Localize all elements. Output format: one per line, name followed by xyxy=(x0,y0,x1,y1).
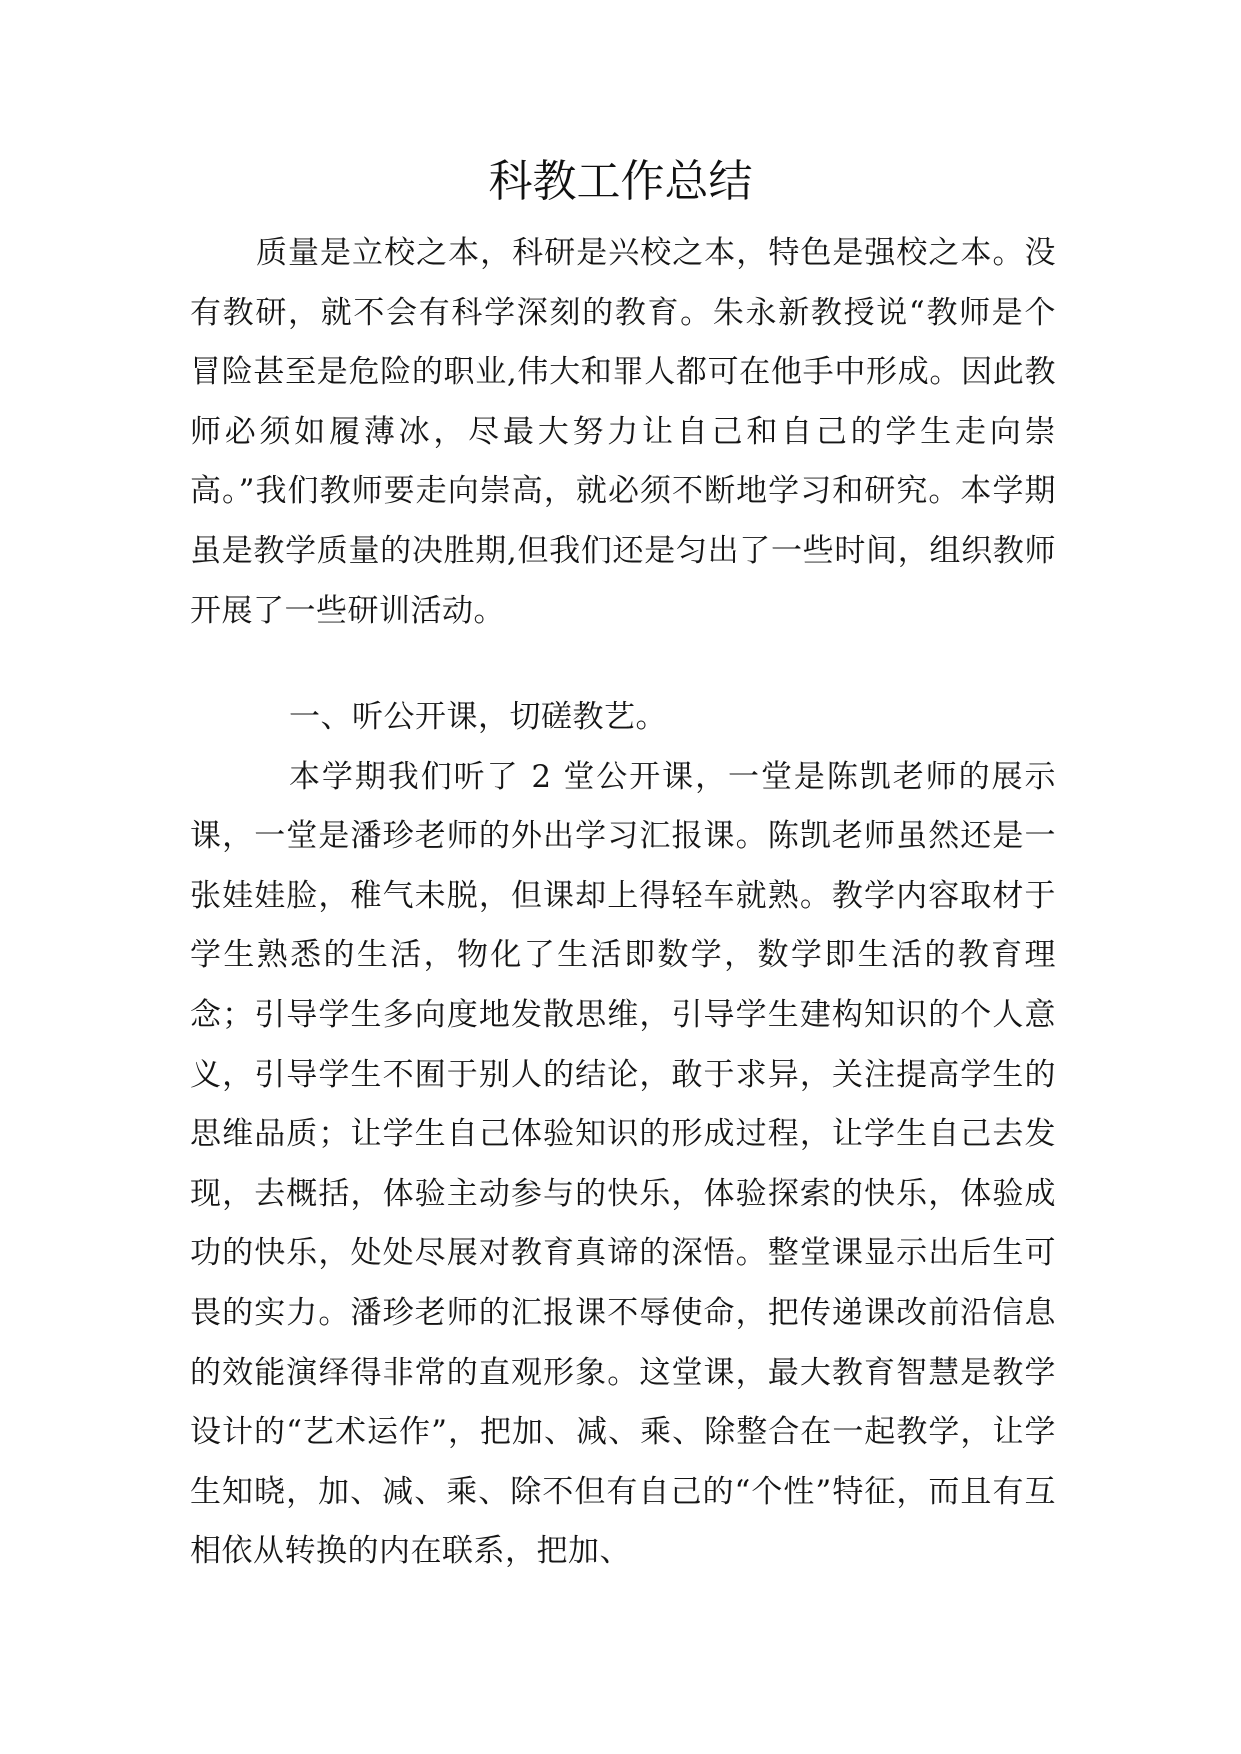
intro-paragraph: 质量是立校之本，科研是兴校之本，特色是强校之本。没有教研，就不会有科学深刻的教育。朱永新教授说“教师是个冒险甚至是危险的职业,伟大和罪人都可在他手中形成。因此教师必须如履薄冰，尽最大努力让自己和自己的学生走向崇高。”我们教师要走向崇高，就必须不断地学习和研究。本学期虽是教学质量的决胜期,但我们还是匀出了一些时间，组织教师开展了一些研训活动。 xyxy=(190,235,1056,629)
section-1-paragraph: 本学期我们听了 2 堂公开课，一堂是陈凯老师的展示课，一堂是潘珍老师的外出学习汇报课。陈凯老师虽然还是一张娃娃脸，稚气未脱，但课却上得轻车就熟。教学内容取材于学生熟悉的生活，物化了生活即数学，数学即生活的教育理念；引导学生多向度地发散思维，引导学生建构知识的个人意义，引导学生不囿于别人的结论，敢于求异，关注提高学生的思维品质；让学生自己体验知识的形成过程，让学生自己去发现，去概括，体验主动参与的快乐，体验探索的快乐，体验成功的快乐，处处尽展对教育真谛的深悟。整堂课显示出后生可畏的实力。潘珍老师的汇报课不辱使命，把传递课改前沿信息的效能演绎得非常的直观形象。这堂课，最大教育智慧是教学设计的“艺术运作”，把加、减、乘、除整合在一起教学，让学生知晓，加、减、乘、除不但有自己的“个性”特征，而且有互相依从转换的内在联系，把加、 xyxy=(190,758,1056,1570)
intro-section xyxy=(190,224,1056,641)
document-title: 科教工作总结 xyxy=(488,156,753,207)
section-1 xyxy=(190,688,1056,1582)
section-1-heading: 一、听公开课，切磋教艺。 xyxy=(289,699,667,735)
